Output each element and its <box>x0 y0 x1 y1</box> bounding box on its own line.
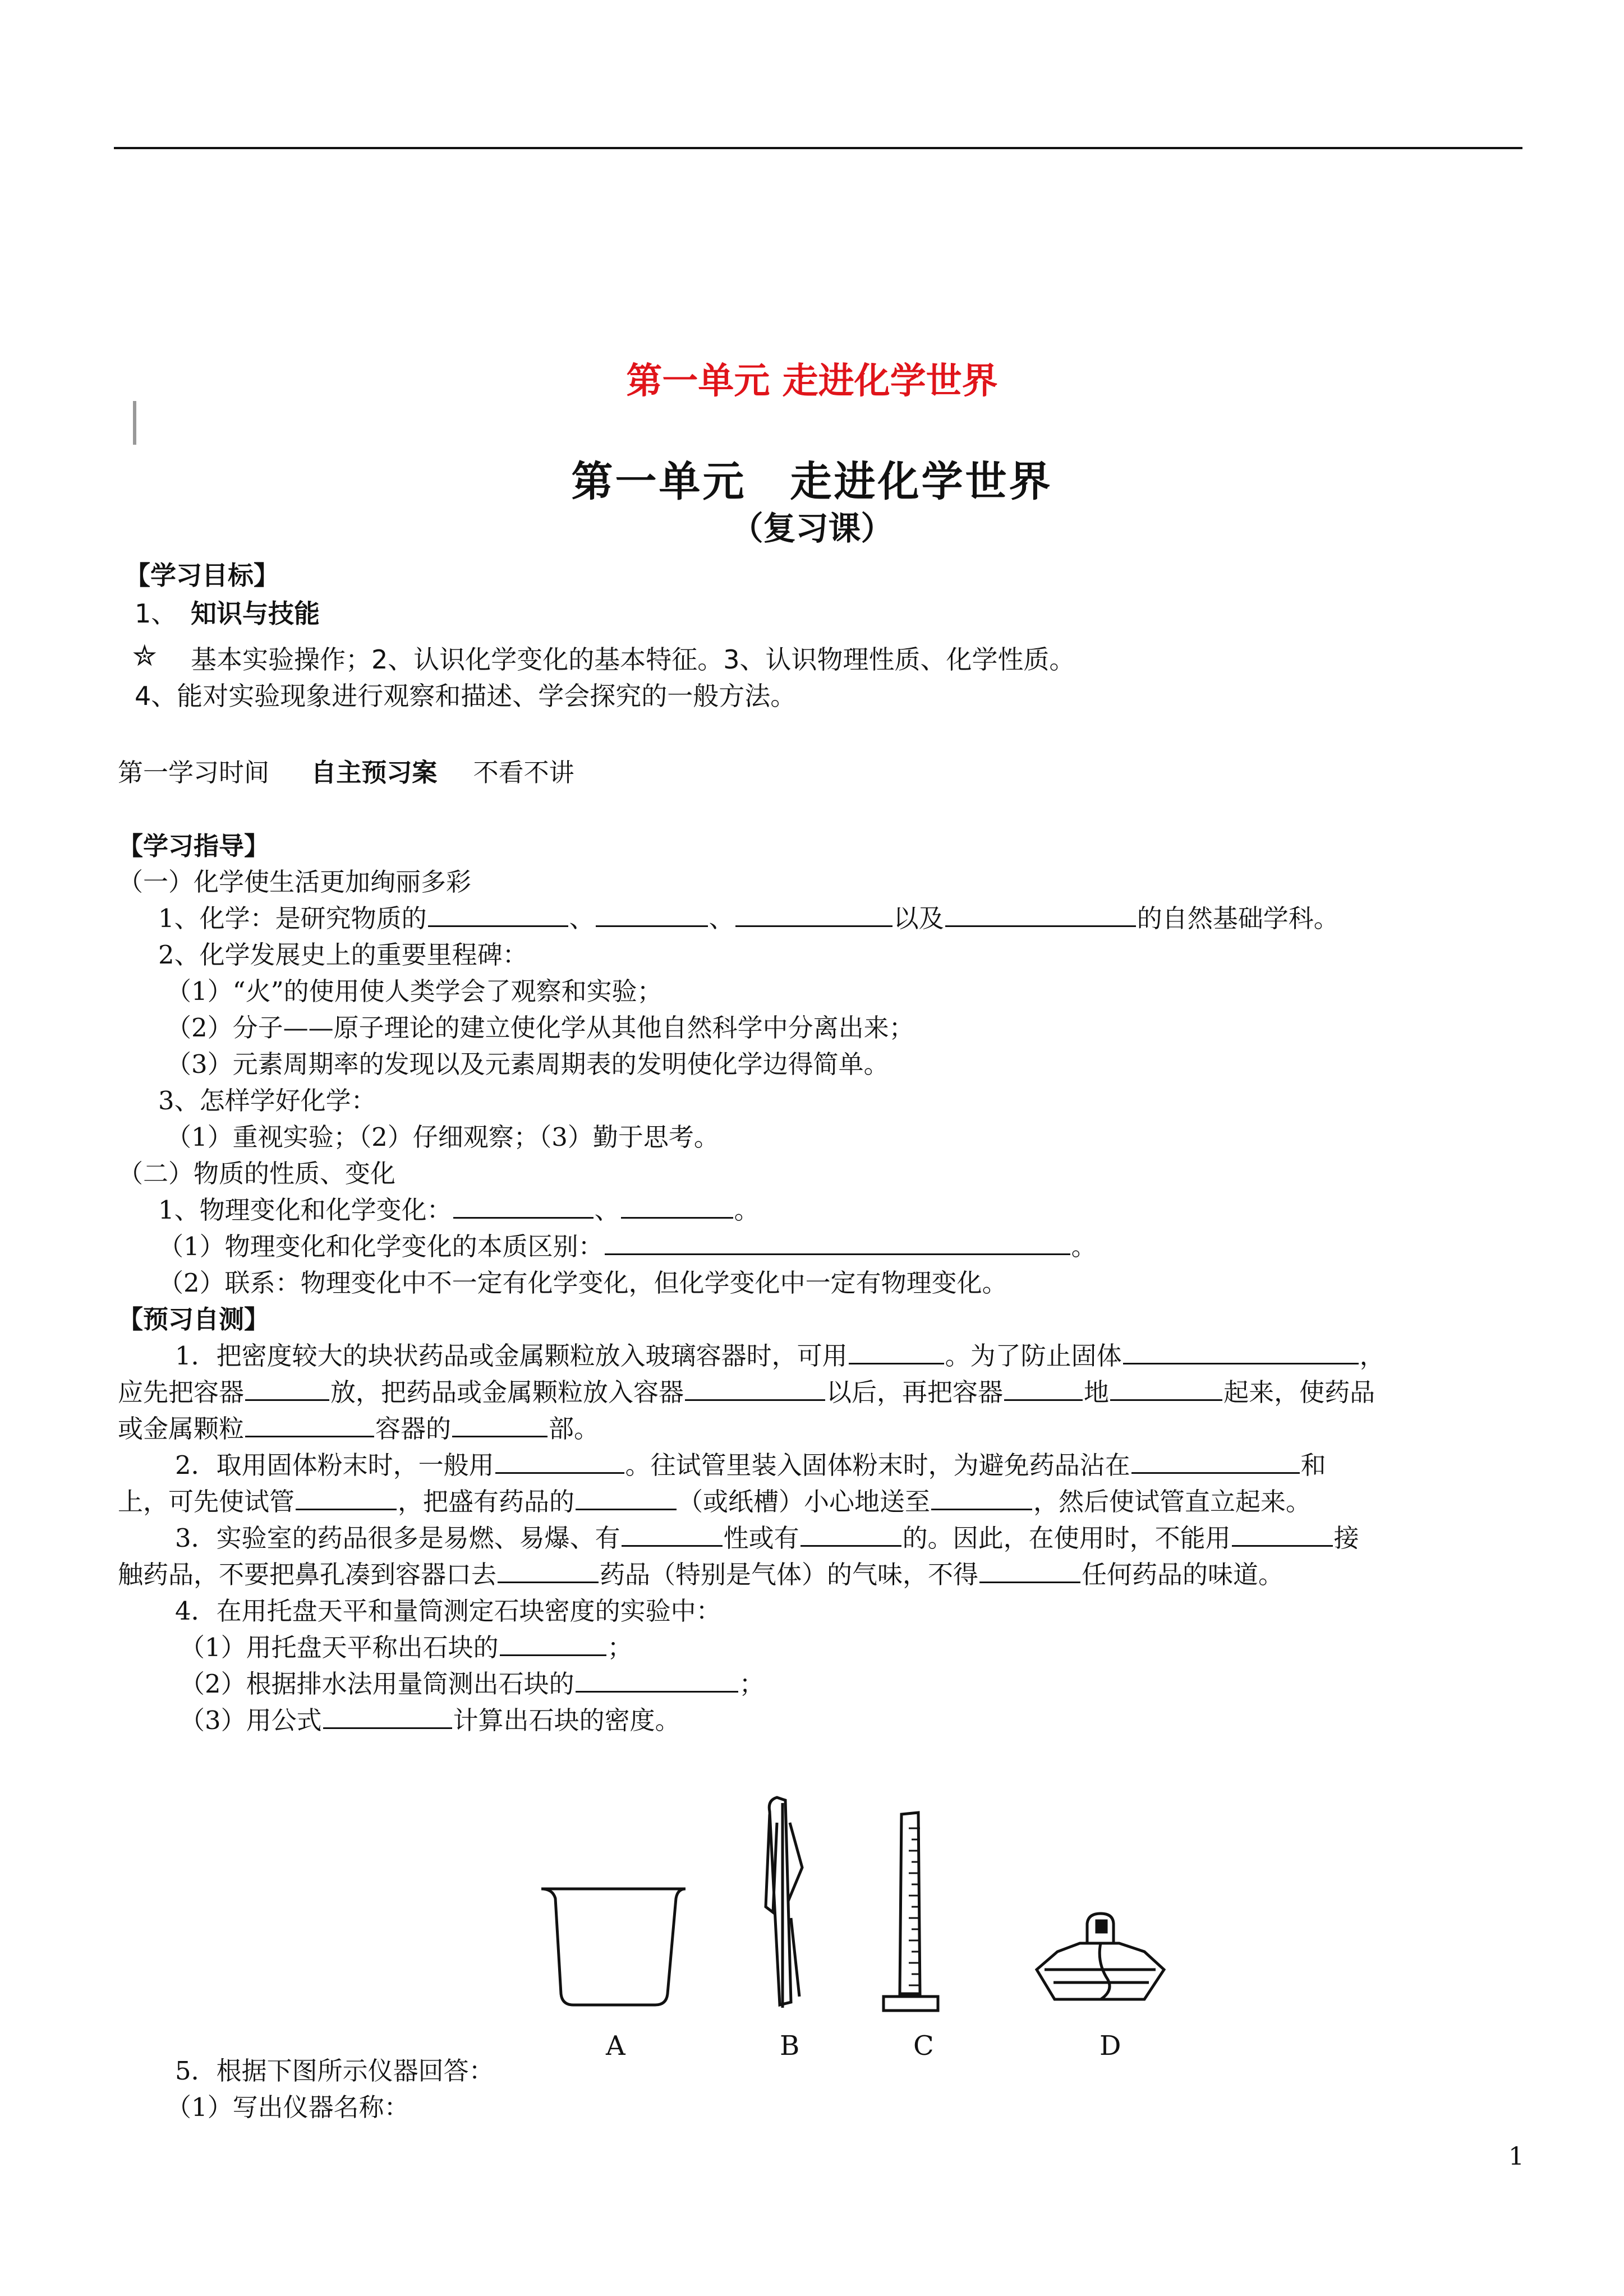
objective-line-2: 4、能对实验现象进行观察和描述、学会探究的一般方法。 <box>135 681 797 711</box>
guide-q2-3: （3）元素周期率的发现以及元素周期表的发明使化学边得简单。 <box>166 1049 889 1079</box>
guide-p1: 1、物理变化和化学变化： 、 。 <box>158 1192 760 1229</box>
guide-section-2: （二）物质的性质、变化 <box>118 1159 396 1188</box>
session-note: 不看不讲 <box>473 758 574 787</box>
objectives-header: 【学习目标】 <box>125 560 279 591</box>
selftest-q5-1: （1）写出仪器名称： <box>166 2092 410 2122</box>
guide-header: 【学习指导】 <box>118 831 270 861</box>
guide-q2: 2、化学发展史上的重要里程碑： <box>158 940 528 970</box>
selftest-q2-line1: 2．取用固体粉末时，一般用 。往试管里装入固体粉末时，为避免药品沾在 和 <box>175 1447 1326 1484</box>
lesson-heading: 第一单元 走进化学世界 <box>571 458 1053 506</box>
selftest-q4-1: （1）用托盘天平称出石块的 ； <box>180 1629 633 1666</box>
guide-q1: 1、化学：是研究物质的 、 、 以及 的自然基础学科。 <box>158 900 1339 937</box>
guide-q2-1: （1）“火”的使用使人类学会了观察和实验； <box>166 976 663 1006</box>
selftest-q4-2: （2）根据排水法用量筒测出石块的 ； <box>180 1666 765 1703</box>
selftest-q1-line3: 或金属颗粒 容器的 部。 <box>118 1410 599 1447</box>
objective-line-1: 基本实验操作；2、认识化学变化的基本特征。3、认识物理性质、化学性质。 <box>191 644 1075 675</box>
objective-item-1-num: 1、 <box>135 598 177 629</box>
graduated-cylinder-icon <box>884 1813 938 2011</box>
star-icon: ✮ <box>132 639 157 673</box>
guide-q3: 3、怎样学好化学： <box>158 1086 376 1115</box>
guide-q3-1: （1）重视实验；（2）仔细观察；（3）勤于思考。 <box>166 1122 719 1152</box>
figure-label-b: B <box>780 2030 800 2062</box>
guide-q2-2: （2）分子——原子理论的建立使化学从其他自然科学中分离出来； <box>166 1013 914 1043</box>
selftest-header: 【预习自测】 <box>118 1304 270 1334</box>
selftest-q1-line2: 应先把容器 放，把药品或金属颗粒放入容器 以后，再把容器 地 起来，使药品 <box>118 1374 1375 1411</box>
figure-label-d: D <box>1099 2030 1121 2062</box>
lesson-subheading: （复习课） <box>730 509 894 547</box>
figure-label-c: C <box>913 2030 934 2062</box>
session-time: 第一学习时间 <box>118 758 270 787</box>
selftest-q3-line1: 3．实验室的药品很多是易燃、易爆、有 性或有 的。因此，在使用时，不能用 接 <box>175 1520 1359 1557</box>
selftest-q1-line1: 1．把密度较大的块状药品或金属颗粒放入玻璃容器时，可用 。为了防止固体 ， <box>175 1338 1385 1375</box>
figure-label-a: A <box>606 2030 625 2062</box>
alcohol-lamp-icon <box>1037 1914 1164 1999</box>
beaker-icon <box>541 1889 686 2005</box>
objective-item-1-label: 知识与技能 <box>191 598 320 629</box>
selftest-q2-line2: 上，可先使试管 ，把盛有药品的 （或纸槽）小心地送至 ，然后使试管直立起来。 <box>118 1483 1311 1520</box>
test-tube-holder-icon <box>766 1797 802 2008</box>
session-mode: 自主预习案 <box>311 758 438 787</box>
guide-section-1: （一）化学使生活更加绚丽多彩 <box>118 867 472 897</box>
selftest-q4: 4．在用托盘天平和量筒测定石块密度的实验中： <box>175 1596 721 1626</box>
selftest-q4-3: （3）用公式 计算出石块的密度。 <box>180 1702 680 1739</box>
page-title: 第一单元 走进化学世界 <box>626 361 998 402</box>
guide-p2: （1）物理变化和化学变化的本质区别： 。 <box>158 1228 1097 1265</box>
page-number: 1 <box>1508 2142 1524 2171</box>
selftest-q5: 5．根据下图所示仪器回答： <box>175 2056 494 2086</box>
guide-p3: （2）联系：物理变化中不一定有化学变化，但化学变化中一定有物理变化。 <box>158 1268 1007 1298</box>
selftest-q3-line2: 触药品，不要把鼻孔凑到容器口去 药品（特别是气体）的气味，不得 任何药品的味道。 <box>118 1556 1283 1593</box>
